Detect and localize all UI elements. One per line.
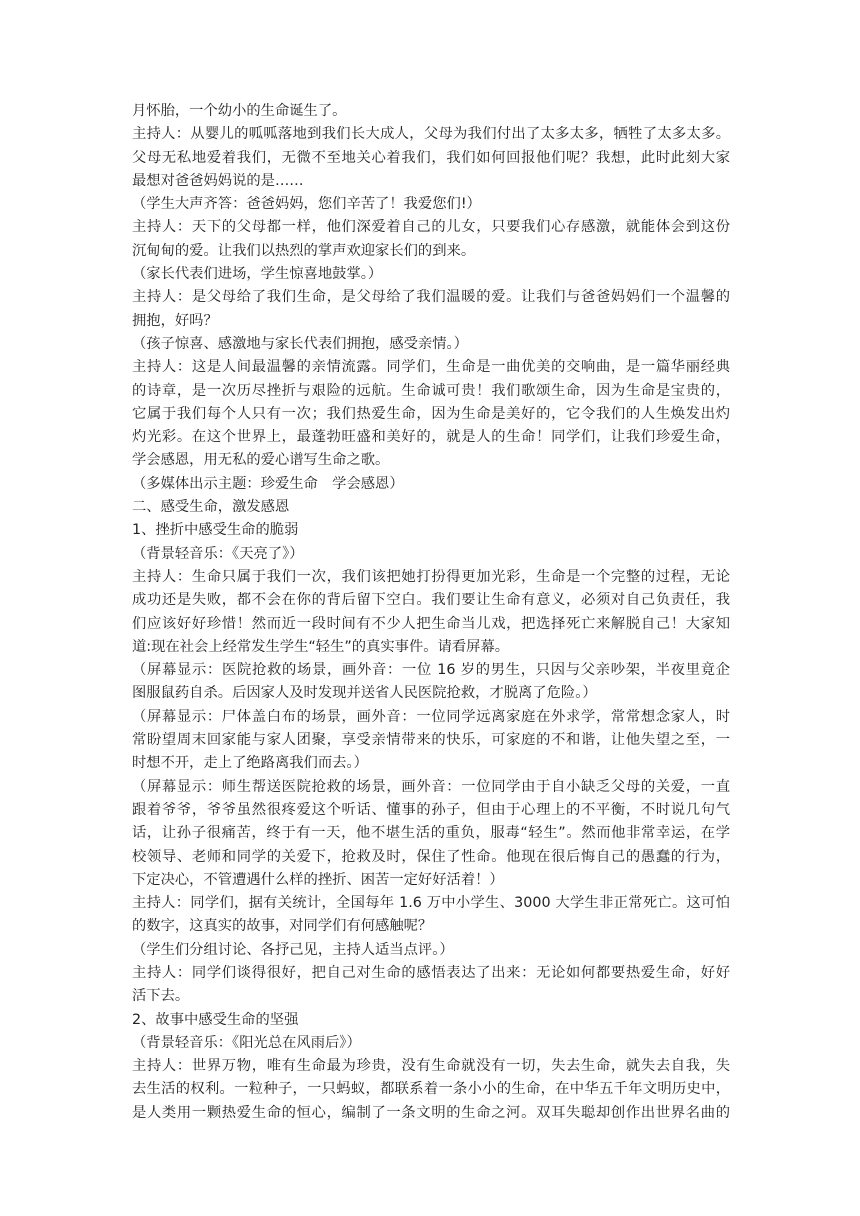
text-line: （背景轻音乐：《天亮了》） (132, 545, 304, 562)
text-line: 主持人：同学们，据有关统计，全国每年 1.6 万中小学生、3000 大学生非正常死亡。这可怕 (132, 895, 730, 912)
text-line: 校领导、老师和同学的关爱下，抢救及时，保住了性命。他现在很后悔自己的愚蠢的行为， (132, 848, 730, 865)
text-line: 时想不开，走上了绝路离我们而去。） (132, 755, 368, 772)
text-line: （家长代表们进场，学生惊喜地鼓掌。） (132, 266, 383, 283)
text-line: 拥抱，好吗？ (132, 312, 218, 329)
text-line: （多媒体出示主题：珍爱生命 学会感恩） (132, 475, 404, 492)
text-line: （背景轻音乐：《阳光总在风雨后》） (132, 1034, 361, 1051)
text-line: 父母无私地爱着我们，无微不至地关心着我们，我们如何回报他们呢？我想，此时此刻大家 (132, 149, 730, 166)
text-line: 它属于我们每个人只有一次；我们热爱生命，因为生命是美好的，它令我们的人生焕发出灼 (132, 405, 730, 422)
text-line: 常盼望周末回家能与家人团聚，享受亲情带来的快乐，可家庭的不和谐，让他失望之至，一 (132, 732, 730, 749)
text-line: 是人类用一颗热爱生命的恒心，编制了一条文明的生命之河。双耳失聪却创作出世界名曲的 (132, 1104, 730, 1121)
text-line: （屏幕显示：尸体盖白布的场景，画外音：一位同学远离家庭在外求学，常常想念家人，时 (132, 708, 730, 725)
text-line: 的诗章，是一次历尽挫折与艰险的远航。生命诚可贵！我们歌颂生命，因为生命是宝贵的， (132, 382, 730, 399)
text-line: 二、感受生命，激发感恩 (132, 499, 290, 516)
text-line: 主持人：从婴儿的呱呱落地到我们长大成人，父母为我们付出了太多太多，牺牲了太多太多。 (132, 126, 730, 143)
text-line: （屏幕显示：师生帮送医院抢救的场景，画外音：一位同学由于自小缺乏父母的关爱，一直 (132, 778, 730, 795)
text-line: 去生活的权利。一粒种子，一只蚂蚁，都联系着一条小小的生命，在中华五千年文明历史中， (132, 1081, 730, 1098)
text-line: 学会感恩，用无私的爱心谱写生命之歌。 (132, 452, 390, 469)
text-line: 灼光彩。在这个世界上，最蓬勃旺盛和美好的，就是人的生命！同学们，让我们珍爱生命， (132, 429, 730, 446)
text-line: 主持人：是父母给了我们生命，是父母给了我们温暖的爱。让我们与爸爸妈妈们一个温馨的 (132, 289, 730, 306)
text-line: 2、故事中感受生命的坚强 (132, 1011, 299, 1028)
text-line: 活下去。 (132, 988, 190, 1005)
text-line: 主持人：这是人间最温馨的亲情流露。同学们，生命是一曲优美的交响曲，是一篇华丽经典 (132, 359, 730, 376)
text-line: 主持人：世界万物，唯有生命最为珍贵，没有生命就没有一切，失去生命，就失去自我，失 (132, 1058, 730, 1075)
text-line: 主持人：生命只属于我们一次，我们该把她打扮得更加光彩，生命是一个完整的过程，无论 (132, 568, 730, 585)
text-line: 的数字，这真实的故事，对同学们有何感触呢？ (132, 918, 433, 935)
text-line: 下定决心，不管遭遇什么样的挫折、困苦一定好好活着！） (132, 871, 504, 888)
text-line: 成功还是失败，都不会在你的背后留下空白。我们要让生命有意义，必须对自己负责任，我 (132, 592, 730, 609)
text-line: （孩子惊喜、感激地与家长代表们拥抱，感受亲情。） (132, 335, 468, 352)
text-line: 沉甸甸的爱。让我们以热烈的掌声欢迎家长们的到来。 (132, 242, 476, 259)
text-line: 1、挫折中感受生命的脆弱 (132, 522, 299, 539)
text-line: 道:现在社会上经常发生学生“轻生”的真实事件。请看屏幕。 (132, 638, 510, 655)
text-line: 跟着爷爷，爷爷虽然很疼爱这个听话、懂事的孙子，但由于心理上的不平衡，不时说几句气 (132, 801, 730, 818)
text-line: 话，让孙子很痛苦，终于有一天，他不堪生活的重负，服毒“轻生”。然而他非常幸运，在学 (132, 825, 730, 842)
text-line: 主持人：天下的父母都一样，他们深爱着自己的儿女，只要我们心存感激，就能体会到这份 (132, 219, 730, 236)
text-line: （学生们分组讨论、各抒己见，主持人适当点评。） (132, 941, 454, 958)
text-line: 最想对爸爸妈妈说的是…… (132, 172, 304, 189)
document-body (132, 100, 730, 1125)
text-line: 图服鼠药自杀。后因家人及时发现并送省人民医院抢救，才脱离了危险。） (132, 685, 597, 702)
text-line: （屏幕显示：医院抢救的场景，画外音：一位 16 岁的男生，只因与父亲吵架，半夜里竟企 (132, 662, 730, 679)
text-line: （学生大声齐答：爸爸妈妈，您们辛苦了！我爱您们!） (132, 196, 481, 213)
text-line: 们应该好好珍惜！然而近一段时间有不少人把生命当儿戏，把选择死亡来解脱自己！大家知 (132, 615, 730, 632)
text-line: 主持人：同学们谈得很好，把自己对生命的感悟表达了出来：无论如何都要热爱生命，好好 (132, 964, 730, 981)
text-line: 月怀胎，一个幼小的生命诞生了。 (132, 103, 347, 119)
